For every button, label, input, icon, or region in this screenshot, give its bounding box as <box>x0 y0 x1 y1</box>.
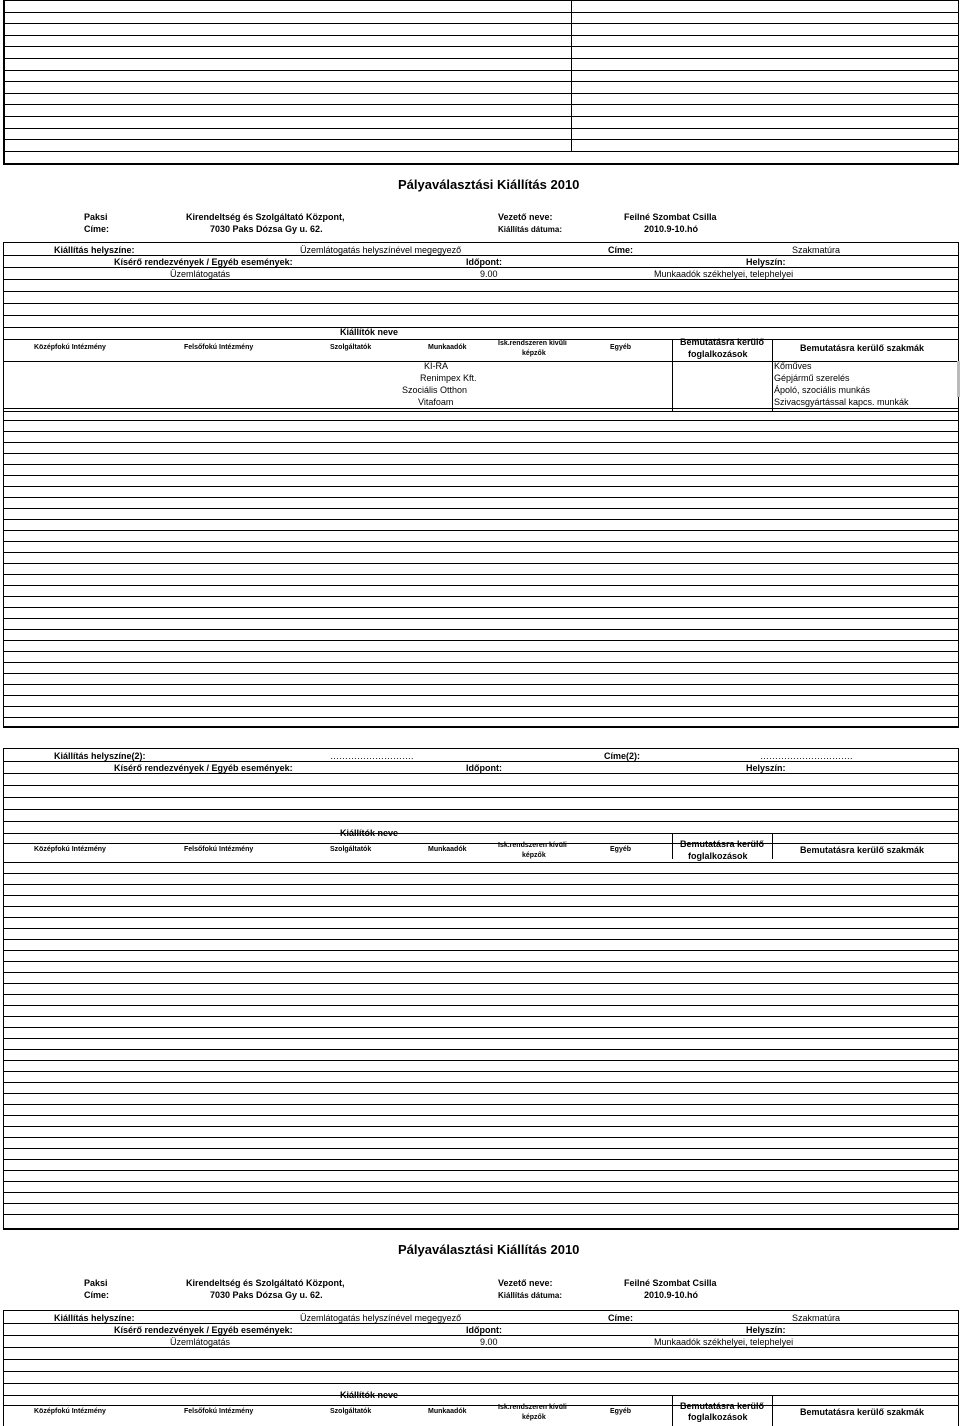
exhibitor-munkaado-2: Renimpex Kft. <box>420 373 477 383</box>
kiallitok-neve-header-3: Kiállítók neve <box>340 1390 399 1400</box>
venue2-helyszin-label: Kiállítás helyszíne(2): <box>54 751 146 761</box>
grid-row <box>5 36 958 48</box>
header-kirendeltseg: Kirendeltség és Szolgáltató Központ, <box>186 212 345 222</box>
col3-isk-line2: képzők <box>522 1414 546 1421</box>
header-vezeto-label: Vezető neve: <box>498 212 553 222</box>
col2-egyeb: Egyéb <box>610 846 632 853</box>
ruled-grid-1 <box>3 408 959 728</box>
venue2-kisero-label: Kísérő rendezvények / Egyéb események: <box>114 763 293 773</box>
col-bem-fog-line2: foglalkozások <box>688 349 748 359</box>
col3-felsofoku: Felsőfokú Intézmény <box>184 1408 254 1415</box>
venue3-kisero-label: Kísérő rendezvények / Egyéb események: <box>114 1325 293 1335</box>
venue-idopont-label: Időpont: <box>466 257 502 267</box>
venue2-cime-value: …………………………. <box>760 751 853 761</box>
venue-helyszin-label: Kiállítás helyszíne: <box>54 245 135 255</box>
grid-row <box>5 94 958 106</box>
col-isk-line2: képzők <box>522 350 546 357</box>
venue2-helyszin-value: ………………………. <box>330 751 414 761</box>
header-cime-value: 7030 Paks Dózsa Gy u. 62. <box>210 224 323 234</box>
col-bem-szak: Bemutatásra kerülő szakmák <box>800 343 925 353</box>
exhibitor-munkaado-1: KI-RA <box>424 361 449 371</box>
grid-row <box>5 71 958 83</box>
venue3-event-name: Üzemlátogatás <box>170 1337 231 1347</box>
venue-helyszin2-label: Helyszín: <box>746 257 786 267</box>
exhibitor-szakma-4: Szivacsgyártással kapcs. munkák <box>774 397 909 407</box>
col3-bem-fog-line1: Bemutatásra kerülő <box>680 1401 765 1411</box>
venue-cime-value: Szakmatúra <box>792 245 841 255</box>
col3-szolgaltatok: Szolgáltatók <box>330 1408 372 1415</box>
col2-bem-szak: Bemutatásra kerülő szakmák <box>800 845 925 855</box>
venue3-idopont-label: Időpont: <box>466 1325 502 1335</box>
header-vezeto-value: Feilné Szombat Csilla <box>624 212 717 222</box>
venue3-event-place: Munkaadók székhelyei, telephelyei <box>654 1337 794 1347</box>
venue-event-place: Munkaadók székhelyei, telephelyei <box>654 269 794 279</box>
grid-row <box>5 140 958 152</box>
col2-szolgaltatok: Szolgáltatók <box>330 846 372 853</box>
grid-row <box>5 47 958 59</box>
header2-cime-label: Címe: <box>84 1290 110 1300</box>
grid-row <box>5 129 958 141</box>
page-title-2: Pályaválasztási Kiállítás 2010 <box>398 1242 580 1257</box>
header2-datum-value: 2010.9-10.hó <box>644 1290 699 1300</box>
page-title: Pályaválasztási Kiállítás 2010 <box>398 177 580 192</box>
grid-row <box>5 24 958 36</box>
grid-row <box>5 105 958 117</box>
header-cime-label: Címe: <box>84 224 110 234</box>
venue2-idopont-label: Időpont: <box>466 763 502 773</box>
col2-munkaadok: Munkaadók <box>428 846 467 853</box>
header-datum-label: Kiállítás dátuma: <box>498 225 563 234</box>
exhibitor-szakma-2: Gépjármű szerelés <box>774 373 850 383</box>
venue3-helyszin-value: Üzemlátogatás helyszínével megegyező <box>300 1313 462 1323</box>
col-isk-line1: Isk.rendszeren kívüli <box>498 340 567 347</box>
venue3-helyszin-label: Kiállítás helyszíne: <box>54 1313 135 1323</box>
header2-kirendeltseg: Kirendeltség és Szolgáltató Központ, <box>186 1278 345 1288</box>
col3-egyeb: Egyéb <box>610 1408 632 1415</box>
grid-row <box>5 1 958 13</box>
venue3-cime-label: Címe: <box>608 1313 634 1323</box>
col3-kozepfoku: Középfokú Intézmény <box>34 1408 106 1415</box>
exhibitor-szakma-3: Ápoló, szociális munkás <box>774 385 871 395</box>
header2-cime-value: 7030 Paks Dózsa Gy u. 62. <box>210 1290 323 1300</box>
col2-isk-line2: képzők <box>522 852 546 859</box>
col3-bem-fog-line2: foglalkozások <box>688 1412 748 1422</box>
col-bem-fog-line1: Bemutatásra kerülő <box>680 337 765 347</box>
col3-bem-szak: Bemutatásra kerülő szakmák <box>800 1407 925 1417</box>
kiallitok-neve-header-2: Kiállítók neve <box>340 828 399 838</box>
header-paksi: Paksi <box>84 212 108 222</box>
kiallitok-neve-header: Kiállítók neve <box>340 327 399 337</box>
col-egyeb: Egyéb <box>610 344 632 351</box>
exhibitor-munkaado-4: Vitafoam <box>418 397 454 407</box>
grid-row <box>5 82 958 94</box>
venue3-helyszin2-label: Helyszín: <box>746 1325 786 1335</box>
col-kozepfoku: Középfokú Intézmény <box>34 344 106 351</box>
venue2-helyszin2-label: Helyszín: <box>746 763 786 773</box>
exhibitor-szakma-1: Kőműves <box>774 361 812 371</box>
venue-event-name: Üzemlátogatás <box>170 269 231 279</box>
col2-isk-line1: Isk.rendszeren kívüli <box>498 842 567 849</box>
exhibitor-munkaado-3: Szociális Otthon <box>402 385 468 395</box>
col-szolgaltatok: Szolgáltatók <box>330 344 372 351</box>
venue-helyszin-value: Üzemlátogatás helyszínével megegyező <box>300 245 462 255</box>
col-munkaadok: Munkaadók <box>428 344 467 351</box>
header2-vezeto-label: Vezető neve: <box>498 1278 553 1288</box>
venue3-event-time: 9.00 <box>480 1337 498 1347</box>
header2-datum-label: Kiállítás dátuma: <box>498 1291 563 1300</box>
col2-kozepfoku: Középfokú Intézmény <box>34 846 106 853</box>
header2-vezeto-value: Feilné Szombat Csilla <box>624 1278 717 1288</box>
top-ruled-grid <box>3 0 959 165</box>
col2-felsofoku: Felsőfokú Intézmény <box>184 846 254 853</box>
col2-bem-fog-line1: Bemutatásra kerülő <box>680 839 765 849</box>
header-datum-value: 2010.9-10.hó <box>644 224 699 234</box>
venue-box-2 <box>3 748 959 1230</box>
col-felsofoku: Felsőfokú Intézmény <box>184 344 254 351</box>
venue-cime-label: Címe: <box>608 245 634 255</box>
grid-row <box>5 13 958 25</box>
venue-event-time: 9.00 <box>480 269 498 279</box>
col3-isk-line1: Isk.rendszeren kívüli <box>498 1404 567 1411</box>
grid-row <box>5 59 958 71</box>
venue3-cime-value: Szakmatúra <box>792 1313 841 1323</box>
col3-munkaadok: Munkaadók <box>428 1408 467 1415</box>
header2-paksi: Paksi <box>84 1278 108 1288</box>
col2-bem-fog-line2: foglalkozások <box>688 851 748 861</box>
grid-row <box>5 117 958 129</box>
venue2-cime-label: Címe(2): <box>604 751 641 761</box>
venue-kisero-label: Kísérő rendezvények / Egyéb események: <box>114 257 293 267</box>
